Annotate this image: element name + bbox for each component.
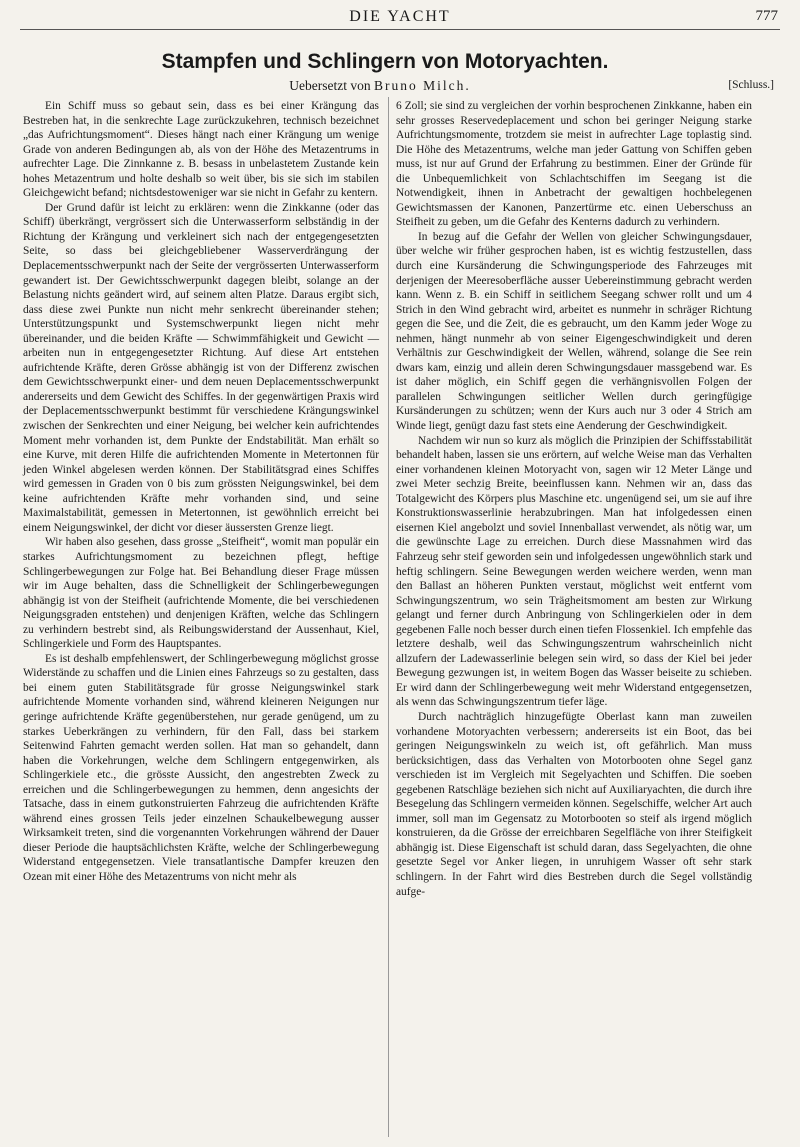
paragraph: Wir haben also gesehen, dass grosse „Steifheit“, womit man populär ein starkes Aufrichtungsmoment zu bezeichnen pflegt, heftige Schlingerbewegungen zur Folge hat. Bei Behandlung dieser Frage müssen wir im Auge behalten, dass die Schnelligkeit der Schlingerbewegungen abhängig ist von der Steifheit (aufrichtende Momente, die bei verschiedenen Neigungsgraden entstehen) und denjenigen Kräften, welche das Schlingern zu verhindern bestrebt sind, als Reibungswiderstand der Aussenhaut, Kiel, Schlingerkiele und Form des Hauptspantes. xyxy=(23,536,379,651)
header-rule xyxy=(20,29,780,30)
running-head: DIE YACHT xyxy=(349,8,451,25)
column-divider xyxy=(388,97,389,1137)
page-number: 777 xyxy=(755,8,778,24)
conclusion-note: [Schluss.] xyxy=(728,79,774,91)
paragraph: Durch nachträglich hinzugefügte Oberlast kann man zuweilen vorhandene Motoryachten verbessern; andererseits ist ein Boot, das bei geringen Neigungswinkeln zu weich ist, oft gefährlich. Man muss berücksichtigen, dass das Verhalten von Motorbooten ohne Segel ganz verschieden ist im Vergleich mit Segelyachten und Schiffen. Die soeben gegebenen Ratschläge beziehen sich nicht auf Auxiliaryachten, die durch ihre Besegelung das Schlingern vermeiden können. Segelschiffe, welcher Art auch immer, soll man im Gegensatz zu Motorbooten so steif als irgend möglich konstruieren, da die Grösse der erreichbaren Segelfläche von ihrer Steifigkeit abhängig ist. Diese Eigenschaft ist schuld daran, dass Segelyachten, die ohne gesetzte Segel vor Anker liegen, in unruhigem Wasser oft sehr stark schlingern. In der Fahrt wird dies Bestreben durch die Segel vollständig aufge- xyxy=(396,710,752,898)
translator-name: Bruno Milch. xyxy=(373,78,471,93)
paragraph: Nachdem wir nun so kurz als möglich die Prinzipien der Schiffsstabilität behandelt haben, lassen sie uns erörtern, auf welche Weise man das Verhalten einer vorhandenen kleinen Motoryacht von, sagen wir 12 Meter Länge und zwei Meter sechzig Breite, beeinflussen kann. Nehmen wir an, dass das Totalgewicht des Körpers plus Maschine etc. ungenügend sei, um sie auf ihre Konstruktionswasserlinie herabzubringen. Man hat infolgedessen einen eisernen Kiel angebolzt und soviel Innenballast verwendet, als nötig war, um die gewünschte Lage zu erreichen. Durch diese Massnahmen wird das Fahrzeug sehr steif geworden sein und infolgedessen ungewöhnlich stark und heftig schlingern. Seine Bewegungen werden weichere werden, wenn man den Ballast an höheren Punkten verstaut, möglichst weit entfernt vom Schwingungszentrum, wo sein Trägheitsmoment am besten zur Wirkung gelangt und ferner durch Anbringung von Schlingerkielen oder in dem gegebenen Falle noch besser durch einen tiefen Flossenkiel. Ich empfehle das letztere deshalb, weil das Schwingungszentrum wahrscheinlich nicht allzufern der Ladewasserlinie belegen sein wird, so dass der Kiel bei jeder Bewegung gezwungen ist, in weitem Bogen das Wasser beiseite zu schieben. Er wird dann der Schlingerbewegung weit mehr Widerstand entgegensetzen, als wenn das Schwingungszentrum tiefer läge. xyxy=(396,434,752,709)
left-column xyxy=(23,99,379,885)
paragraph: 6 Zoll; sie sind zu vergleichen der vorhin besprochenen Zinkkanne, haben ein sehr grosses Reservedeplacement und schon bei geringer Neigung starke Aufrichtungsmomente, trotzdem sie meist in aufrechter Lage toplastig sind. Die Höhe des Metazentrums, welche man jeder Gattung von Schiffen geben muss, ist nur auf Grund der Erfahrung zu bestimmen. Einer der Gründe für die Unbequemlichkeit von Schlachtschiffen im Seegang ist die Notwendigkeit, ihnen in Anbetracht der gewaltigen hochbelegenen Gewichtsmassen der Kanonen, Panzertürme etc. einen Ueberschuss an Steifheit zu geben, um die Gefahr des Kenterns dadurch zu verhindern. xyxy=(396,100,752,229)
article-subtitle xyxy=(0,78,760,94)
paragraph: Es ist deshalb empfehlenswert, der Schlingerbewegung möglichst grosse Widerstände zu schaffen und die Linien eines Fahrzeugs so zu gestalten, dass bei einem guten Stabilitätsgrade für grosse Neigungswinkel stark aufrichtende Momente vorhanden sind, während kleineren Neigungen nur geringe aufrichtende Kräfte gegenüberstehen, nur gerade genügend, um zu starkes Ueberkrängen zu verhindern, für den Fall, dass bei starkem Seitenwind Fahrten gemacht werden sollen. Hat man so gehandelt, dann haben die Vorkehrungen, welche dem Schlingern entgegenwirken, als Schlingerkiele etc., die grösste Aussicht, den angestrebten Zweck zu erreichen und die Schlingerbewegungen zu hemmen, denn angesichts der Tatsache, dass in einem gutkonstruierten Fahrzeug die aufrichtenden Kräfte während eines grossen Teils jeder einzelnen Schaukelbewegung ausser Wirksamkeit treten, sind die vorgenannten Vorkehrungen während der Dauer dieser Periode die hauptsächlichsten Kräfte, welche der Schlingerbewegung Widerstand entgegensetzen. Viele transatlantische Dampfer kreuzen den Ozean mit einer Höhe des Metazentrums von nicht mehr als xyxy=(23,652,379,883)
paragraph: Ein Schiff muss so gebaut sein, dass es bei einer Krängung das Bestreben hat, in die senkrechte Lage zurückzukehren, technisch bezeichnet „das Aufrichtungsmoment“. Dieses hängt nach einer Krängung um wenige Grade von anderen Bedingungen ab, als von der Höhe des Metazentrums in aufrechter Lage. Die Zinnkanne z. B. besass in unbelastetem Zustande kein hohes Metazentrum und holte deshalb so weit über, bis sie sich im stabilen Gleichgewicht befand; nichtsdestoweniger war sie nicht in Gefahr zu kentern. xyxy=(23,100,379,200)
right-column xyxy=(396,99,752,899)
paragraph: Der Grund dafür ist leicht zu erklären: wenn die Zinkkanne (oder das Schiff) überkrängt, vergrössert sich die Unterwasserform selbständig in der Richtung der Krängung und verkleinert sich nach der entgegengesetzten Seite, so dass bei gleichgebliebener Wasserverdrängung der Deplacementsschwerpunkt nach der Seite der vergrösserten Unterwasserform gewandert ist. Der Gewichtsschwerpunkt dagegen bleibt, solange an der Belastung nichts geändert wird, auf seinem alten Platze. Daraus ergibt sich, dass diese zwei Punkte nun nicht mehr senkrecht übereinander stehen; Unterstützungspunkt und Systemschwerpunkt liegen nicht mehr übereinander, und die beiden Kräfte — Schwimmfähigkeit und Gewicht — arbeiten nun in entgegengesetzter Richtung. Auf diese Art entstehen aufrichtende Kräfte, deren Grösse abhängig ist von der Differenz zwischen dem Gewichtsschwerpunkt einer- und dem neuen Deplacementsschwerpunkt andererseits und dem Gewicht des Schiffes. In der gegenwärtigen Praxis wird der Deplacementsschwerpunkt bestimmt für verschiedene Krängungswinkel zwischen der Senkrechten und einer Neigung, bei welcher kein aufrichtendes Moment mehr vorhanden ist, dem Punkte der Endstabilität. Man erhält so eine Kurve, mit deren Hilfe die aufrichtenden Momente in Metertonnen für jeden Winkel abgelesen werden können. Der Stabilitätsgrad eines Schiffes wird gemessen in Graden von 0 bis zum grössten Neigungswinkel, bei dem keine aufrichtenden Kräfte mehr vorhanden sind, und seine Maximalstabilität, gemessen in Metertonnen, ist gewöhnlich erreicht bei einem Neigungswinkel, der dicht vor dieser äussersten Grenze liegt. xyxy=(23,201,379,534)
article-title: Stampfen und Schlingern von Motoryachten. xyxy=(161,50,609,73)
subtitle-prefix: Uebersetzt von xyxy=(289,78,371,93)
paragraph: In bezug auf die Gefahr der Wellen von gleicher Schwingungsdauer, über welche wir früher gesprochen haben, ist es wichtig festzustellen, dass durch eine Kursänderung die Schwingungsperiode des Fahrzeuges mit derjenigen der Meeresoberfläche ausser Uebereinstimmung gebracht werden kann. Wenn z. B. ein Schiff in seitlichem Seegang schwer rollt und um 4 Strich in den Wind gebracht wird, arbeitet es nunmehr in schräger Richtung gegen die See, und die Zeit, die es gebraucht, um den Kamm jeder Woge zu nehmen, hängt nunmehr ab von seiner Eigengeschwindigkeit und deren Verhältnis zur Geschwindigkeit der Wellen, während, solange die See rein dwars kam, einzig und allein deren Schwingungsdauer massgebend war. Es ist daher möglich, ein Schiff gegen die verhängnisvollen Folgen der parallelen Schwingungen seitlicher Wellen durch geringfügige Kursänderungen zu schützen; wenn der Kurs auch nur 3 oder 4 Strich am Winde liegt, genügt dazu fast stets eine Aenderung der Geschwindigkeit. xyxy=(396,230,752,433)
